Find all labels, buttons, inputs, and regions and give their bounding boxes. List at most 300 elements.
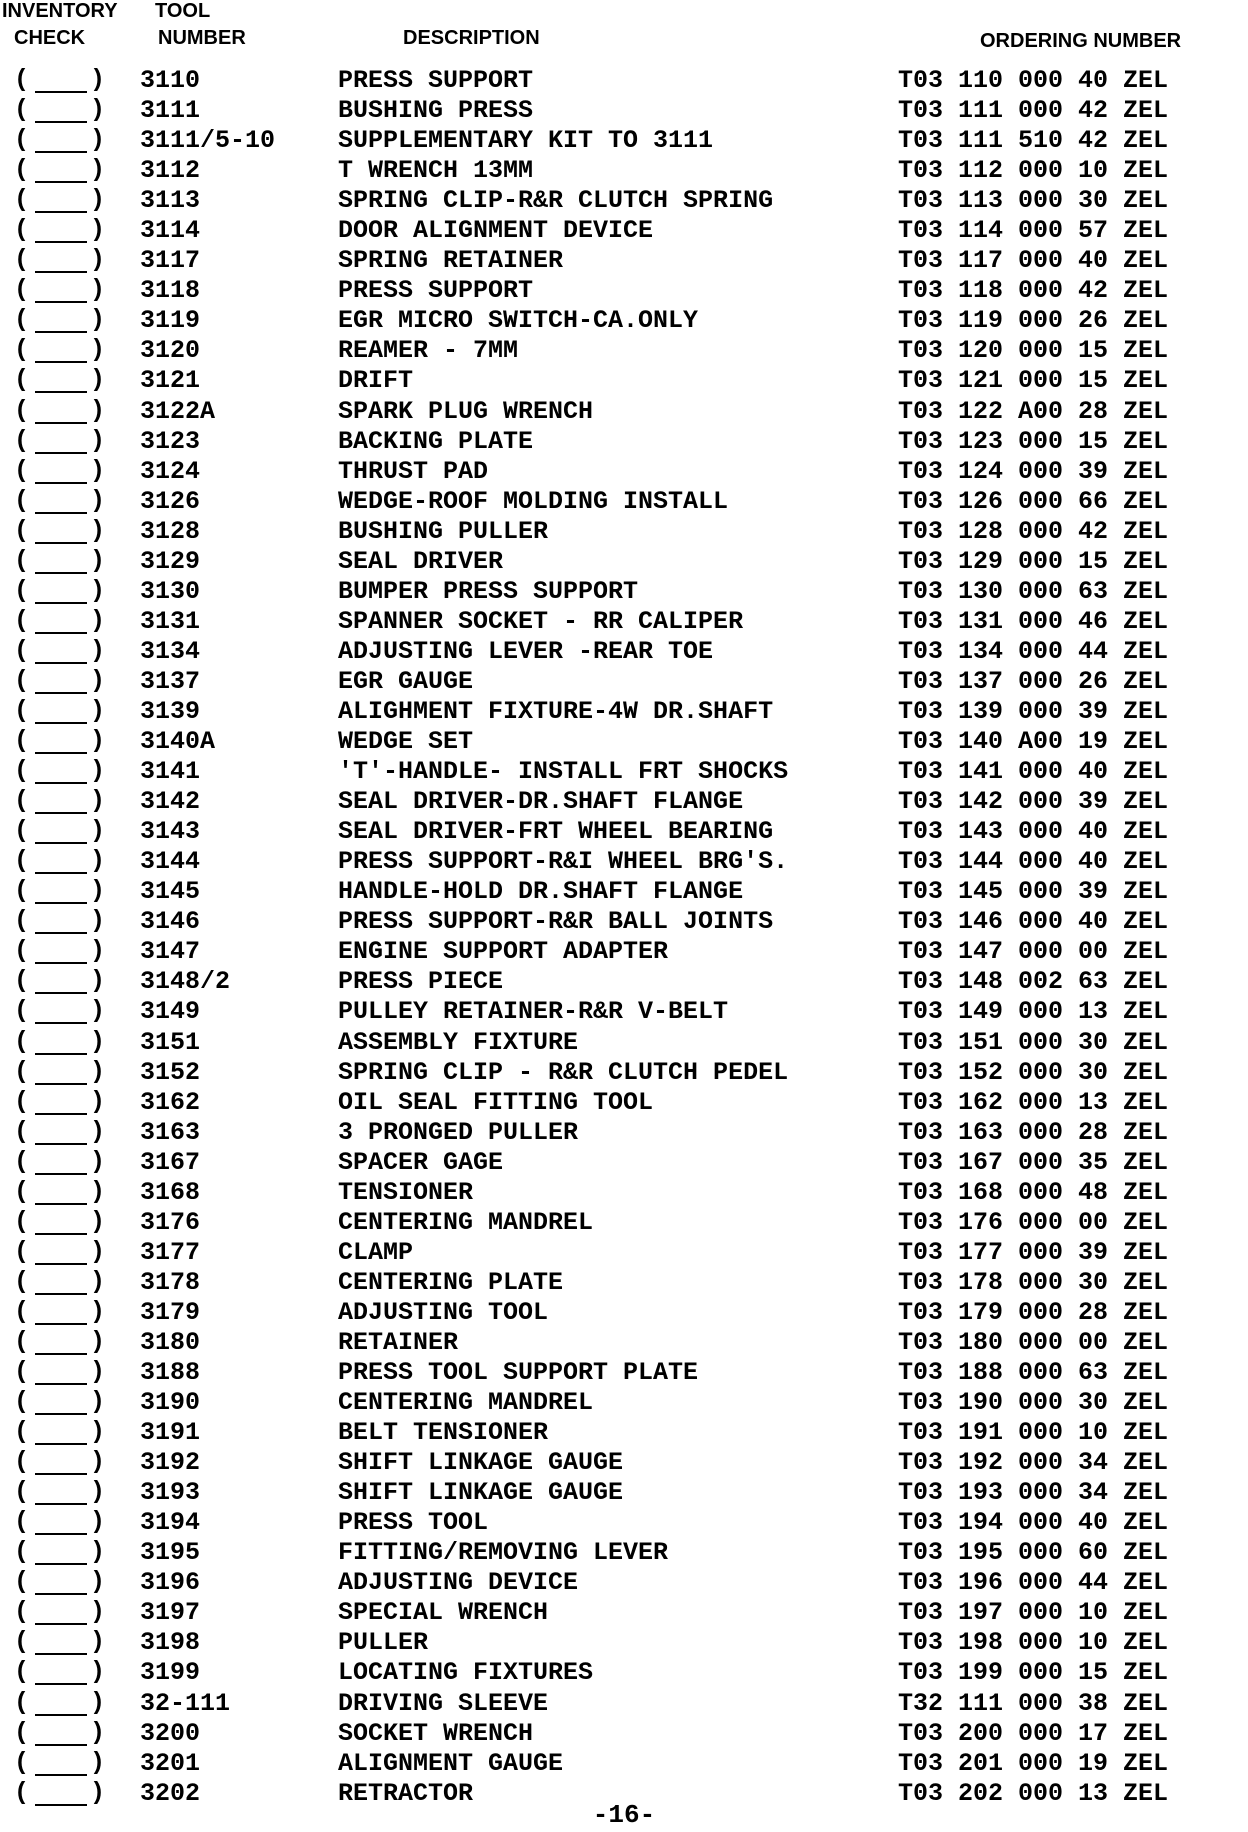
checkbox-blank-line [35, 391, 87, 393]
checkbox-blank-line [35, 1173, 87, 1175]
inventory-checkbox[interactable] [14, 665, 106, 697]
ordering-number: T03 121 000 15 ZEL [898, 366, 1169, 396]
checkbox-blank-line [35, 422, 87, 424]
checkbox-right-paren: ) [90, 185, 106, 215]
inventory-checkbox[interactable] [14, 1266, 106, 1298]
checkbox-right-paren: ) [90, 966, 106, 996]
checkbox-blank-line [35, 512, 87, 514]
ordering-number: T03 177 000 39 ZEL [898, 1237, 1169, 1267]
ordering-number: T03 163 000 28 ZEL [898, 1117, 1169, 1147]
checkbox-right-paren: ) [90, 1236, 106, 1266]
ordering-number: T03 118 000 42 ZEL [898, 276, 1169, 306]
inventory-checkbox[interactable] [14, 786, 106, 817]
checkbox-right-paren: ) [90, 305, 106, 335]
inventory-checkbox[interactable] [14, 485, 106, 517]
inventory-checkbox[interactable] [14, 245, 106, 276]
checkbox-blank-line [35, 1083, 87, 1085]
checkbox-left-paren: ( [14, 335, 30, 365]
table-row [0, 1689, 1248, 1719]
table-row [0, 787, 1248, 817]
checkbox-right-paren: ) [90, 726, 106, 756]
table-row [0, 276, 1248, 306]
tool-description: ALIGHMENT FIXTURE-4W DR.SHAFT [338, 696, 774, 726]
checkbox-blank-line [35, 812, 87, 814]
inventory-checkbox[interactable] [14, 726, 106, 757]
table-row [0, 937, 1248, 967]
inventory-checkbox[interactable] [14, 1447, 106, 1478]
ordering-number: T03 137 000 26 ZEL [898, 666, 1169, 696]
checkbox-right-paren: ) [90, 1146, 106, 1176]
tool-number: 3112 [140, 156, 201, 186]
ordering-number: T03 142 000 39 ZEL [898, 787, 1169, 817]
tool-description: T WRENCH 13MM [338, 156, 534, 186]
checkbox-blank-line [35, 662, 87, 664]
checkbox-left-paren: ( [14, 215, 30, 245]
inventory-checkbox[interactable] [14, 1146, 106, 1178]
table-row [0, 547, 1248, 577]
inventory-checkbox[interactable] [14, 1597, 106, 1628]
checkbox-left-paren: ( [14, 1176, 30, 1206]
ordering-number: T03 144 000 40 ZEL [898, 847, 1169, 877]
checkbox-blank-line [35, 902, 87, 904]
checkbox-right-paren: ) [90, 1387, 106, 1417]
inventory-checkbox[interactable] [14, 335, 106, 366]
table-row [0, 817, 1248, 847]
checkbox-blank-line [35, 1683, 87, 1685]
ordering-number: T03 194 000 40 ZEL [898, 1508, 1169, 1538]
checkbox-right-paren: ) [90, 1296, 106, 1326]
checkbox-left-paren: ( [14, 695, 30, 725]
table-row [0, 1238, 1248, 1268]
ordering-number: T03 188 000 63 ZEL [898, 1358, 1169, 1388]
checkbox-blank-line [35, 151, 87, 153]
checkbox-left-paren: ( [14, 786, 30, 816]
checkbox-blank-line [35, 1653, 87, 1655]
table-row [0, 216, 1248, 246]
inventory-checkbox[interactable] [14, 1537, 106, 1568]
tool-number: 3128 [140, 516, 201, 546]
checkbox-right-paren: ) [90, 395, 106, 425]
ordering-number: T03 114 000 57 ZEL [898, 216, 1169, 246]
tool-number: 3130 [140, 576, 201, 606]
header-tool-line2: NUMBER [158, 27, 246, 49]
inventory-checkbox[interactable] [14, 876, 106, 907]
table-row [0, 366, 1248, 396]
checkbox-left-paren: ( [14, 635, 30, 665]
table-row [0, 487, 1248, 517]
tool-number: 3167 [140, 1147, 201, 1177]
inventory-checkbox[interactable] [14, 816, 106, 847]
tool-number: 3194 [140, 1508, 201, 1538]
table-row [0, 1628, 1248, 1658]
tool-description: SHIFT LINKAGE GAUGE [338, 1478, 624, 1508]
tool-description: CENTERING MANDREL [338, 1207, 594, 1237]
checkbox-blank-line [35, 1022, 87, 1024]
checkbox-left-paren: ( [14, 1026, 30, 1056]
inventory-checkbox[interactable] [14, 1026, 106, 1058]
inventory-checkbox[interactable] [14, 1717, 106, 1749]
ordering-number: T03 148 002 63 ZEL [898, 967, 1169, 997]
tool-number: 3134 [140, 636, 201, 666]
tool-number: 32-111 [140, 1688, 231, 1718]
tool-number: 3168 [140, 1177, 201, 1207]
tool-number: 3193 [140, 1478, 201, 1508]
inventory-checkbox[interactable] [14, 1326, 106, 1358]
checkbox-right-paren: ) [90, 1116, 106, 1146]
checkbox-blank-line [35, 1593, 87, 1595]
tool-description: RETAINER [338, 1327, 459, 1357]
checkbox-blank-line [35, 1263, 87, 1265]
inventory-checkbox[interactable] [14, 1236, 106, 1268]
table-row [0, 1178, 1248, 1208]
inventory-checkbox[interactable] [14, 1687, 106, 1719]
checkbox-right-paren: ) [90, 635, 106, 665]
checkbox-blank-line [35, 241, 87, 243]
checkbox-right-paren: ) [90, 876, 106, 906]
table-row [0, 607, 1248, 637]
tool-number: 3144 [140, 847, 201, 877]
inventory-checkbox[interactable] [14, 756, 106, 787]
table-row [0, 577, 1248, 607]
checkbox-left-paren: ( [14, 1357, 30, 1387]
checkbox-left-paren: ( [14, 665, 30, 695]
tool-number: 3197 [140, 1598, 201, 1628]
table-row [0, 1028, 1248, 1058]
tool-number: 3143 [140, 817, 201, 847]
inventory-checkbox[interactable] [14, 1206, 106, 1238]
inventory-checkbox[interactable] [14, 695, 106, 727]
tool-number: 3202 [140, 1778, 201, 1808]
inventory-checkbox[interactable] [14, 455, 106, 487]
checkbox-left-paren: ( [14, 455, 30, 485]
checkbox-blank-line [35, 1774, 87, 1776]
tool-number: 3131 [140, 606, 201, 636]
table-row [0, 1148, 1248, 1178]
inventory-checkbox[interactable] [14, 1747, 106, 1779]
tool-number: 3111 [140, 96, 201, 126]
ordering-number: T32 111 000 38 ZEL [898, 1688, 1169, 1718]
checkbox-left-paren: ( [14, 1657, 30, 1687]
checkbox-left-paren: ( [14, 1597, 30, 1627]
header-tool-line1: TOOL [155, 0, 211, 22]
tool-description: DOOR ALIGNMENT DEVICE [338, 216, 654, 246]
tool-number: 3149 [140, 997, 201, 1027]
checkbox-blank-line [35, 331, 87, 333]
checkbox-blank-line [35, 542, 87, 544]
inventory-checkbox[interactable] [14, 1176, 106, 1208]
tool-description: EGR GAUGE [338, 666, 474, 696]
checkbox-blank-line [35, 752, 87, 754]
tool-description: PULLER [338, 1628, 429, 1658]
header-description: DESCRIPTION [403, 27, 540, 49]
inventory-checkbox[interactable] [14, 1116, 106, 1148]
tool-description: ASSEMBLY FIXTURE [338, 1027, 579, 1057]
checkbox-right-paren: ) [90, 846, 106, 876]
tool-description: ADJUSTING DEVICE [338, 1568, 579, 1598]
checkbox-right-paren: ) [90, 1657, 106, 1687]
ordering-number: T03 113 000 30 ZEL [898, 186, 1169, 216]
inventory-checkbox[interactable] [14, 185, 106, 216]
table-row [0, 697, 1248, 727]
table-row [0, 1719, 1248, 1749]
inventory-checkbox[interactable] [14, 1507, 106, 1538]
inventory-checkbox[interactable] [14, 1567, 106, 1598]
tool-description: ALIGNMENT GAUGE [338, 1748, 564, 1778]
checkbox-blank-line [35, 1413, 87, 1415]
tool-description: SPECIAL WRENCH [338, 1598, 549, 1628]
checkbox-blank-line [35, 1473, 87, 1475]
checkbox-blank-line [35, 1323, 87, 1325]
checkbox-right-paren: ) [90, 1597, 106, 1627]
checkbox-blank-line [35, 1383, 87, 1385]
checkbox-left-paren: ( [14, 1747, 30, 1777]
checkbox-left-paren: ( [14, 1447, 30, 1477]
inventory-checkbox[interactable] [14, 125, 106, 156]
ordering-number: T03 145 000 39 ZEL [898, 877, 1169, 907]
checkbox-blank-line [35, 211, 87, 213]
inventory-checkbox[interactable] [14, 305, 106, 336]
ordering-number: T03 134 000 44 ZEL [898, 636, 1169, 666]
tool-number: 3122A [140, 396, 216, 426]
checkbox-left-paren: ( [14, 1417, 30, 1447]
inventory-checkbox[interactable] [14, 906, 106, 937]
inventory-checkbox[interactable] [14, 1477, 106, 1508]
table-row [0, 1508, 1248, 1538]
checkbox-right-paren: ) [90, 695, 106, 725]
tool-description: BUMPER PRESS SUPPORT [338, 576, 639, 606]
checkbox-right-paren: ) [90, 545, 106, 575]
tool-description: SEAL DRIVER [338, 546, 504, 576]
checkbox-right-paren: ) [90, 485, 106, 515]
inventory-checkbox[interactable] [14, 1086, 106, 1118]
ordering-number: T03 196 000 44 ZEL [898, 1568, 1169, 1598]
checkbox-blank-line [35, 1113, 87, 1115]
ordering-number: T03 140 A00 19 ZEL [898, 727, 1169, 757]
checkbox-right-paren: ) [90, 1687, 106, 1717]
tool-description: PRESS SUPPORT-R&I WHEEL BRG'S. [338, 847, 789, 877]
tool-number: 3176 [140, 1207, 201, 1237]
tool-number: 3114 [140, 216, 201, 246]
tool-number: 3110 [140, 66, 201, 95]
inventory-checkbox[interactable] [14, 575, 106, 607]
tool-description: REAMER - 7MM [338, 336, 519, 366]
checkbox-left-paren: ( [14, 545, 30, 575]
checkbox-right-paren: ) [90, 1357, 106, 1387]
table-row [0, 877, 1248, 907]
ordering-number: T03 167 000 35 ZEL [898, 1147, 1169, 1177]
checkbox-right-paren: ) [90, 155, 106, 185]
checkbox-right-paren: ) [90, 786, 106, 816]
tool-number: 3141 [140, 757, 201, 787]
checkbox-left-paren: ( [14, 95, 30, 125]
tool-description: CENTERING MANDREL [338, 1388, 594, 1418]
ordering-number: T03 151 000 30 ZEL [898, 1027, 1169, 1057]
tool-number: 3177 [140, 1237, 201, 1267]
checkbox-right-paren: ) [90, 1717, 106, 1747]
tool-description: PULLEY RETAINER-R&R V-BELT [338, 997, 729, 1027]
tool-description: SUPPLEMENTARY KIT TO 3111 [338, 126, 714, 156]
inventory-checkbox[interactable] [14, 1296, 106, 1328]
inventory-checkbox[interactable] [14, 1387, 106, 1418]
tool-number: 3146 [140, 907, 201, 937]
checkbox-left-paren: ( [14, 515, 30, 545]
checkbox-left-paren: ( [14, 575, 30, 605]
inventory-checkbox[interactable] [14, 395, 106, 427]
table-row [0, 1088, 1248, 1118]
inventory-checkbox[interactable] [14, 425, 106, 457]
tool-description: SPACER GAGE [338, 1147, 504, 1177]
inventory-checkbox[interactable] [14, 275, 106, 306]
checkbox-left-paren: ( [14, 185, 30, 215]
tool-description: BACKING PLATE [338, 426, 534, 456]
tool-number: 3191 [140, 1418, 201, 1448]
table-row [0, 96, 1248, 126]
inventory-checkbox[interactable] [14, 515, 106, 547]
checkbox-right-paren: ) [90, 425, 106, 455]
checkbox-right-paren: ) [90, 1477, 106, 1507]
checkbox-blank-line [35, 992, 87, 994]
inventory-checkbox[interactable] [14, 1357, 106, 1388]
tool-description: SHIFT LINKAGE GAUGE [338, 1448, 624, 1478]
checkbox-left-paren: ( [14, 756, 30, 786]
inventory-table [0, 66, 1248, 1809]
checkbox-right-paren: ) [90, 215, 106, 245]
checkbox-right-paren: ) [90, 1326, 106, 1356]
tool-number: 3129 [140, 546, 201, 576]
inventory-checkbox[interactable] [14, 605, 106, 637]
checkbox-right-paren: ) [90, 1266, 106, 1296]
checkbox-blank-line [35, 301, 87, 303]
checkbox-left-paren: ( [14, 1567, 30, 1597]
inventory-checkbox[interactable] [14, 936, 106, 967]
tool-number: 3201 [140, 1748, 201, 1778]
ordering-number: T03 124 000 39 ZEL [898, 456, 1169, 486]
inventory-checkbox[interactable] [14, 155, 106, 186]
ordering-number: T03 202 000 13 ZEL [898, 1778, 1169, 1808]
checkbox-left-paren: ( [14, 1056, 30, 1086]
ordering-number: T03 180 000 00 ZEL [898, 1327, 1169, 1357]
tool-description: THRUST PAD [338, 456, 489, 486]
tool-number: 3180 [140, 1327, 201, 1357]
table-row [0, 66, 1248, 96]
inventory-checkbox[interactable] [14, 1056, 106, 1088]
checkbox-blank-line [35, 1714, 87, 1716]
tool-number: 3119 [140, 306, 201, 336]
inventory-checkbox[interactable] [14, 215, 106, 246]
ordering-number: T03 162 000 13 ZEL [898, 1087, 1169, 1117]
tool-number: 3121 [140, 366, 201, 396]
table-row [0, 156, 1248, 186]
checkbox-right-paren: ) [90, 1507, 106, 1537]
tool-description: SPANNER SOCKET - RR CALIPER [338, 606, 744, 636]
inventory-checkbox[interactable] [14, 95, 106, 126]
tool-description: WEDGE-ROOF MOLDING INSTALL [338, 486, 729, 516]
checkbox-left-paren: ( [14, 936, 30, 966]
ordering-number: T03 111 000 42 ZEL [898, 96, 1169, 126]
tool-description: PRESS PIECE [338, 967, 504, 997]
checkbox-blank-line [35, 722, 87, 724]
checkbox-blank-line [35, 1563, 87, 1565]
checkbox-blank-line [35, 1053, 87, 1055]
checkbox-left-paren: ( [14, 605, 30, 635]
ordering-number: T03 192 000 34 ZEL [898, 1448, 1169, 1478]
table-row [0, 1058, 1248, 1088]
inventory-checkbox[interactable] [14, 635, 106, 667]
inventory-checkbox[interactable] [14, 545, 106, 577]
tool-number: 3117 [140, 246, 201, 276]
tool-number: 3178 [140, 1267, 201, 1297]
ordering-number: T03 176 000 00 ZEL [898, 1207, 1169, 1237]
checkbox-right-paren: ) [90, 816, 106, 846]
ordering-number: T03 191 000 10 ZEL [898, 1418, 1169, 1448]
table-row [0, 1388, 1248, 1418]
tool-number: 3190 [140, 1388, 201, 1418]
checkbox-left-paren: ( [14, 1627, 30, 1657]
checkbox-left-paren: ( [14, 966, 30, 996]
inventory-checkbox[interactable] [14, 966, 106, 997]
ordering-number: T03 190 000 30 ZEL [898, 1388, 1169, 1418]
checkbox-blank-line [35, 572, 87, 574]
header-inventory-line2: CHECK [14, 27, 86, 49]
table-row [0, 306, 1248, 336]
checkbox-left-paren: ( [14, 1146, 30, 1176]
checkbox-blank-line [35, 602, 87, 604]
inventory-checkbox[interactable] [14, 1657, 106, 1688]
checkbox-right-paren: ) [90, 1417, 106, 1447]
tool-number: 3188 [140, 1358, 201, 1388]
checkbox-blank-line [35, 842, 87, 844]
table-row [0, 1418, 1248, 1448]
tool-number: 3162 [140, 1087, 201, 1117]
checkbox-left-paren: ( [14, 1507, 30, 1537]
table-row [0, 397, 1248, 427]
checkbox-left-paren: ( [14, 275, 30, 305]
checkbox-right-paren: ) [90, 996, 106, 1026]
ordering-number: T03 147 000 00 ZEL [898, 937, 1169, 967]
checkbox-right-paren: ) [90, 65, 106, 94]
checkbox-left-paren: ( [14, 1687, 30, 1717]
ordering-number: T03 195 000 60 ZEL [898, 1538, 1169, 1568]
table-row [0, 1268, 1248, 1298]
ordering-number: T03 111 510 42 ZEL [898, 126, 1169, 156]
checkbox-left-paren: ( [14, 1326, 30, 1356]
inventory-checkbox[interactable] [14, 65, 106, 96]
table-row [0, 1298, 1248, 1328]
checkbox-right-paren: ) [90, 1567, 106, 1597]
checkbox-blank-line [35, 1203, 87, 1205]
ordering-number: T03 198 000 10 ZEL [898, 1628, 1169, 1658]
ordering-number: T03 130 000 63 ZEL [898, 576, 1169, 606]
tool-number: 3126 [140, 486, 201, 516]
table-row [0, 997, 1248, 1027]
inventory-checkbox[interactable] [14, 1627, 106, 1658]
tool-description: ADJUSTING LEVER -REAR TOE [338, 636, 714, 666]
header-ordering-number: ORDERING NUMBER [980, 30, 1182, 52]
checkbox-blank-line [35, 962, 87, 964]
table-row [0, 336, 1248, 366]
inventory-checkbox[interactable] [14, 365, 106, 396]
tool-description: SPARK PLUG WRENCH [338, 396, 594, 426]
checkbox-right-paren: ) [90, 1447, 106, 1477]
tool-number: 3145 [140, 877, 201, 907]
inventory-checkbox[interactable] [14, 846, 106, 877]
ordering-number: T03 146 000 40 ZEL [898, 907, 1169, 937]
checkbox-left-paren: ( [14, 125, 30, 155]
checkbox-left-paren: ( [14, 816, 30, 846]
tool-number: 3148/2 [140, 967, 231, 997]
inventory-checkbox[interactable] [14, 996, 106, 1027]
inventory-checkbox[interactable] [14, 1417, 106, 1448]
